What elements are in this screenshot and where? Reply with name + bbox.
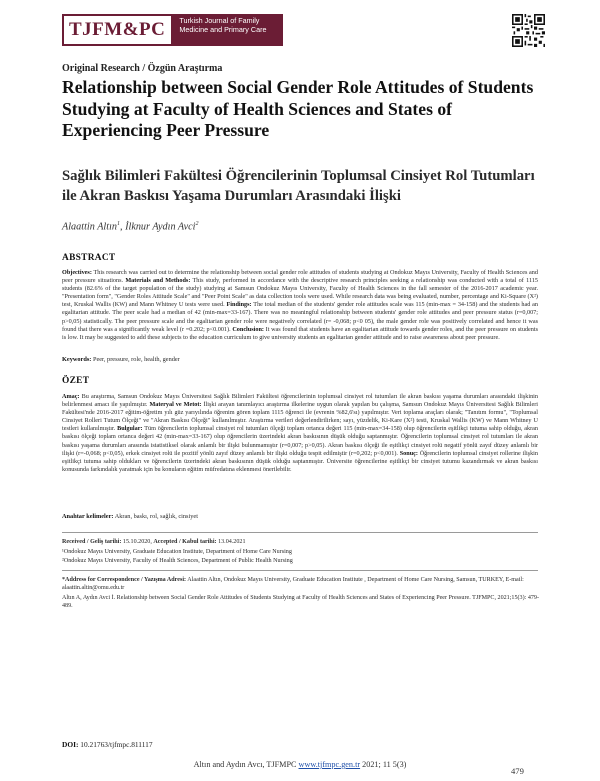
- author-name: Alaattin Altın: [62, 221, 117, 233]
- amac-label: Amaç:: [62, 393, 80, 400]
- journal-url-link[interactable]: www.tjfmpc.gen.tr: [298, 760, 361, 769]
- page-number: 479: [511, 766, 524, 776]
- methods-text: This study, performed in accordance with the descriptive research principles seeking a relationship was conducted with a total of 1115 students (82.6% of the target population of the study) studying at Samsun Ondokuz Mayıs University, Faculty of Health Sciences in the fall semester of the 2016-2017 academic year. "Presentation form", "Gender Roles Attitude Scale" and "Peer Point Scale" as data collection tools were used. While research data was being evaluated, number, percentage and Ki-Square (X²) test, Kruskal Wallis (KW) and Mann Whitney U tests were used.: [62, 277, 539, 309]
- sonuc-label: Sonuç:: [399, 449, 418, 457]
- findings-text: The total median of the students' gender role attitudes scale was 115 (min-max = 34-158) and the students had an egalitarian attitude. The peer scale had a median of 42 (min-max=33-167). There was no meaningful relationship between students' gender role attitudes and peer pressure status (r=0,007; p>0,05) statistically. The peer pressure scale and the egalitarian gender role were negatively correlated (r= -0,068; p<0 05), the male gender role was positively correlated and hence it was found that there was a significantly weak level (r =0.202; p<0.001).: [62, 301, 539, 333]
- conclusion-label: Conclusion:: [232, 325, 264, 333]
- ozet-heading: ÖZET: [62, 376, 90, 386]
- page-footer: [0, 760, 600, 769]
- affiliation-2: ²Ondokuz Mayıs University, Faculty of Health Sciences, Department of Public Health Nursing: [62, 558, 293, 564]
- abstract-heading: ABSTRACT: [62, 253, 116, 263]
- objectives-text: This research was carried out to determine the relationship between social gender role attitudes of students studying at Ondokuz Mayıs University, Faculty of Health Sciences and peer pressure situations.: [62, 269, 538, 285]
- anahtar-text: Akran, baskı, rol, sağlık, cinsiyet: [113, 513, 198, 520]
- doi-value[interactable]: 10.21763/tjfmpc.811117: [78, 740, 153, 749]
- objectives-label: Objectives:: [62, 269, 92, 276]
- bulgular-label: Bulgular:: [117, 425, 143, 433]
- methods-label: Materials and Methods:: [125, 277, 191, 285]
- doi-label: DOI:: [62, 740, 79, 749]
- accepted-date: 13.04.2021: [216, 539, 246, 545]
- accepted-label: Accepted / Kabul tarihi:: [153, 539, 217, 545]
- correspondence: [62, 576, 540, 592]
- received-label: Received / Geliş tarihi:: [62, 539, 122, 545]
- journal-name: Turkish Journal of Family Medicine and Primary Care: [173, 14, 283, 46]
- bulgular-text: Tüm öğrencilerin toplumsal cinsiyet rol tutumları ölçeği toplam ortanca değeri 115 (min-max=34-158) olup öğrencilerin eşitlikçi tutuma sahip olduğu, akran baskısı ölçeği toplam ortanca değeri 42 (min-max=33-167) olup öğrencilerin üzerindeki akran baskısının düşük olduğu saptanmıştır. Öğrencilerin toplumsal cinsiyet rol tutumları ile akran baskısı yaşama durumları arasında istatistiksel olarak anlamlı bir ilişki bulunmamıştır (r=0,007; p>0,05). Akran baskısı ölçeği ile eşitlikçi cinsiyet rolü negatif yönlü zayıf düzey anlamlı bir ilişki (r=-0,068; p<0,05), erkek cinsiyet rolü ile pozitif yönlü zayıf düzey anlamlı bir ilişki olduğu tespit edilmiştir (r=0,202; p<0,001).: [62, 425, 538, 457]
- citation: Altın A, Aydın Avci İ. Relationship between Social Gender Role Attitudes of Students Studying at Faculty of Health Sciences and States of Experiencing Peer Pressure. TJFMPC, 2021;15(3): 479-489.: [62, 595, 539, 610]
- anahtar-label: Anahtar kelimeler:: [62, 513, 114, 520]
- keywords: [62, 356, 180, 363]
- author-name: İlknur Aydın Avci: [125, 221, 196, 233]
- ozet-body: [62, 393, 538, 474]
- received-date: 15.10.2020,: [121, 539, 154, 545]
- footer-volume: 2021; 11 5(3): [360, 760, 407, 769]
- divider: [62, 570, 538, 571]
- keywords-text: Peer, pressure, role, health, gender: [91, 356, 180, 363]
- qr-code-icon: [512, 14, 545, 47]
- article-title-en: Relationship between Social Gender Role Attitudes of Students Studying at Faculty of Health Sciences and States of Experiencing Peer Pressure: [62, 77, 534, 140]
- amac-text: Bu araştırma, Samsun Ondokuz Mayıs Üniversitesi Sağlık Bilimleri Fakültesi öğrencilerinin toplumsal cinsiyet rol tutumları ile akran baskısı yaşama durumları arasındaki ilişkinin belirlenmesi amacı ile yapılmıştır.: [62, 393, 538, 409]
- journal-logo: [62, 14, 283, 46]
- sonuc-text: Öğrencilerin toplumsal cinsiyet rollerine ilişkin eşitlikçi tutuma sahip oldukları ve öğrencilerin üzerindeki akran baskısının düşük olduğu saptanmıştır. Üniversite öğrencilerine eşitlikçi bir cinsiyet tutumu kazandırmak ve akran baskısı konusunda farkındalık yaratmak için bu konuların eğitim müfredatına eklenmesi önerilebilir.: [62, 449, 538, 473]
- anahtar-kelimeler: [62, 513, 198, 520]
- keywords-label: Keywords:: [62, 356, 92, 363]
- article-type: Original Research / Özgün Araştırma: [62, 63, 223, 74]
- correspondence-label: *Address for Correspondence / Yazışma Adresi:: [62, 577, 187, 583]
- abstract-body: [62, 269, 538, 342]
- doi: [62, 740, 153, 749]
- author-affiliation-mark: 1: [117, 221, 120, 227]
- author-affiliation-mark: 2: [195, 221, 199, 227]
- affiliation-1: ¹Ondokuz Mayıs University, Graduate Education Institute, Department of Home Care Nursing: [62, 549, 292, 555]
- correspondence-text: Alaattin Altın, Ondokuz Mayıs University, Graduate Education Institute , Department of Home Care Nursing, Samsun, TURKEY, E-mail: alaattin.altin@omu.edu.tr: [62, 577, 524, 592]
- yontem-label: Materyal ve Metot:: [149, 401, 202, 409]
- authors: [62, 221, 198, 232]
- author-separator: ,: [120, 221, 126, 233]
- article-title-tr: Sağlık Bilimleri Fakültesi Öğrencilerinin Toplumsal Cinsiyet Rol Tutumları ile Akran Baskısı Yaşama Durumları Arasındaki İlişki: [62, 168, 535, 204]
- findings-label: Findings:: [226, 301, 252, 309]
- divider: [62, 532, 538, 533]
- dates: [62, 538, 540, 546]
- footer-citation: Altın and Aydın Avcı, TJFMPC: [193, 760, 299, 769]
- logo-wordmark: TJFM&PC: [62, 14, 173, 46]
- yontem-text: İlişki arayan tanımlayıcı araştırma ilkelerine uygun olarak yapılan bu çalışma, Samsun Ondokuz Mayıs Üniversitesi Sağlık Bilimleri Fakültesi'nde 2016-2017 eğitim-öğretim yılı güz yarıyılında öğrenim gören toplam 1115 öğrenci ile (evrenin %82,6'sı) yapılmıştır. Veri toplama araçları olarak; "Tanıtım formu", "Toplumsal Cinsiyet Rolleri Tutum Ölçeği" ve "Akran Baskısı Ölçeği" kullanılmıştır. Araştırma verileri değerlendirilirken; sayı, yüzdelik, Ki-Kare (X²) testi, Kruskal Wallis (KW) ve Mann Whitney U testleri kullanılmıştır.: [62, 401, 538, 433]
- conclusion-text: It was found that students have an egalitarian attitude towards gender roles, and the peer pressure on students is low. It may be suggested to add these subjects to the education curriculum to give university students an egalitarian gender attitude and to raise awareness about peer pressure.: [62, 325, 539, 341]
